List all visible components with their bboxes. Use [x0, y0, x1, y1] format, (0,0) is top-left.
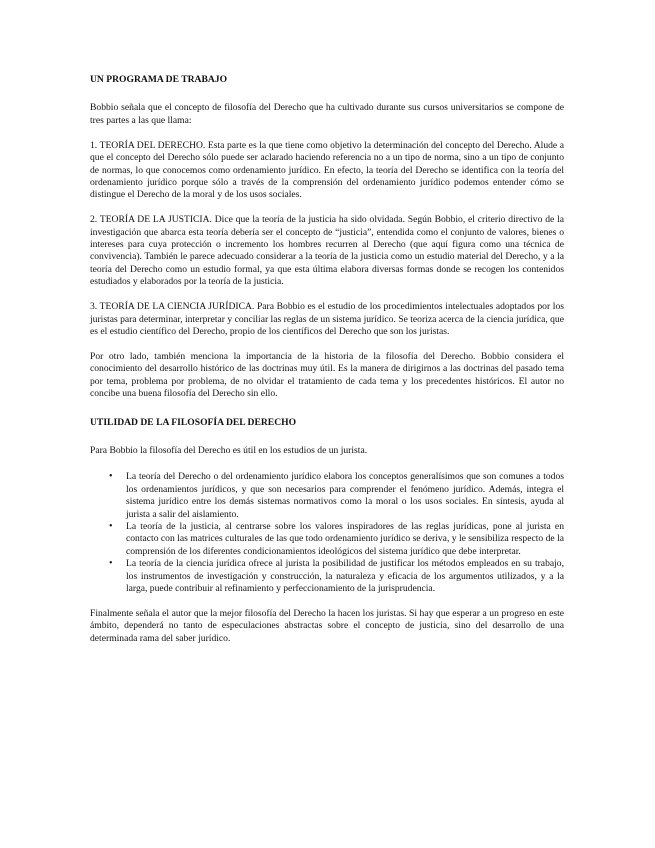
section-heading-programa: UN PROGRAMA DE TRABAJO — [90, 74, 228, 85]
document-page — [90, 74, 564, 658]
paragraph-teoria-derecho: 1. TEORÍA DEL DERECHO. Esta parte es la que tiene como objetivo la determinación del concepto del Derecho. Alude a que el concepto del Derecho sólo puede ser aclarado haciendo referencia no a un tipo de norma, sino a un tipo de conjunto de normas, lo que conocemos como ordenamiento jurídico. En efecto, la teoría del Derecho se identifica con la teoría del ordenamiento jurídico porque sólo a través de la comprensión del ordenamiento jurídico podemos entender cómo se distingue el Derecho de la moral y de los usos sociales. — [90, 139, 564, 201]
list-item-text: La teoría de la ciencia jurídica ofrece al jurista la posibilidad de justificar los métodos empleados en su trabajo, los instrumentos de investigación y construcción, la naturaleza y eficacia de los argumentos utilizados, y a la larga, puede contribuir al refinamiento y perfeccionamiento de la jurisprudencia. — [126, 558, 564, 594]
paragraph-teoria-ciencia-juridica: 3. TEORÍA DE LA CIENCIA JURÍDICA. Para Bobbio es el estudio de los procedimientos intelectuales adoptados por los juristas para determinar, interpretar y conciliar las reglas de un sistema jurídico. Se teoriza acerca de la ciencia jurídica, que es el estudio científico del Derecho, propio de los científicos del Derecho que son los juristas. — [90, 301, 564, 337]
bullet-icon: • — [109, 520, 113, 532]
bullet-icon: • — [109, 558, 113, 570]
utility-intro-paragraph: Para Bobbio la filosofía del Derecho es útil en los estudios de un jurista. — [90, 444, 368, 456]
paragraph-historia: Por otro lado, también menciona la importancia de la historia de la filosofía del Derecho. Bobbio considera el conocimiento del desarrollo histórico de las doctrinas muy útil. Es la manera de dirigirnos a las doctrinas del pasado tema por tema, problema por problema, de no olvidar el tratamiento de cada tema y los precedentes históricos. El autor no concibe una buena filosofía del Derecho sin ello. — [90, 350, 564, 400]
paragraph-teoria-justicia: 2. TEORÍA DE LA JUSTICIA. Dice que la teoría de la justicia ha sido olvidada. Según Bobbio, el criterio directivo de la investigación que abarca esta teoría debería ser el concepto de “justicia”, entendida como el conjunto de valores, bienes o intereses para cuya protección o incremento los hombres recurren al Derecho (que aquí figura como una técnica de convivencia). También le parece adecuado considerar a la teoría de la justicia como un estudio material del Derecho, y a la teoría del Derecho como un estudio formal, ya que esta última elabora diversas formas donde se recogen los contenidos estudiados y elaborados por la teoría de la justicia. — [90, 214, 564, 288]
intro-paragraph: Bobbio señala que el concepto de filosofía del Derecho que ha cultivado durante sus cursos universitarios se compone de tres partes a las que llama: — [90, 102, 564, 126]
bullet-icon: • — [109, 471, 113, 483]
list-item — [90, 521, 564, 558]
list-item — [90, 558, 564, 595]
utility-bullet-list — [90, 471, 564, 595]
conclusion-paragraph: Finalmente señala el autor que la mejor filosofía del Derecho la hacen los juristas. Si hay que esperar a un progreso en este ámbito, dependerá no tanto de especulaciones abstractas sobre el concepto de justicia, sino del desarrollo de una determinada rama del saber jurídico. — [90, 607, 564, 644]
list-item-text: La teoría de la justicia, al centrarse sobre los valores inspiradores de las reglas jurídicas, pone al jurista en contacto con las matrices culturales de las que todo ordenamiento jurídico se deriva, y le sensibiliza respecto de la comprensión de los diferentes condicionamientos ideológicos del sistema jurídico que debe interpretar. — [126, 520, 564, 557]
list-item — [90, 471, 564, 521]
section-heading-utilidad: UTILIDAD DE LA FILOSOFÍA DEL DERECHO — [90, 416, 297, 428]
list-item-text: La teoría del Derecho o del ordenamiento jurídico elabora los conceptos generalísimos que son comunes a todos los ordenamientos jurídicos, y que son necesarios para comprender el fenómeno jurídico. Además, integra el sistema jurídico entre los demás sistemas normativos como la moral o los usos sociales. En síntesis, ayuda al jurista a salir del aislamiento. — [126, 471, 564, 520]
